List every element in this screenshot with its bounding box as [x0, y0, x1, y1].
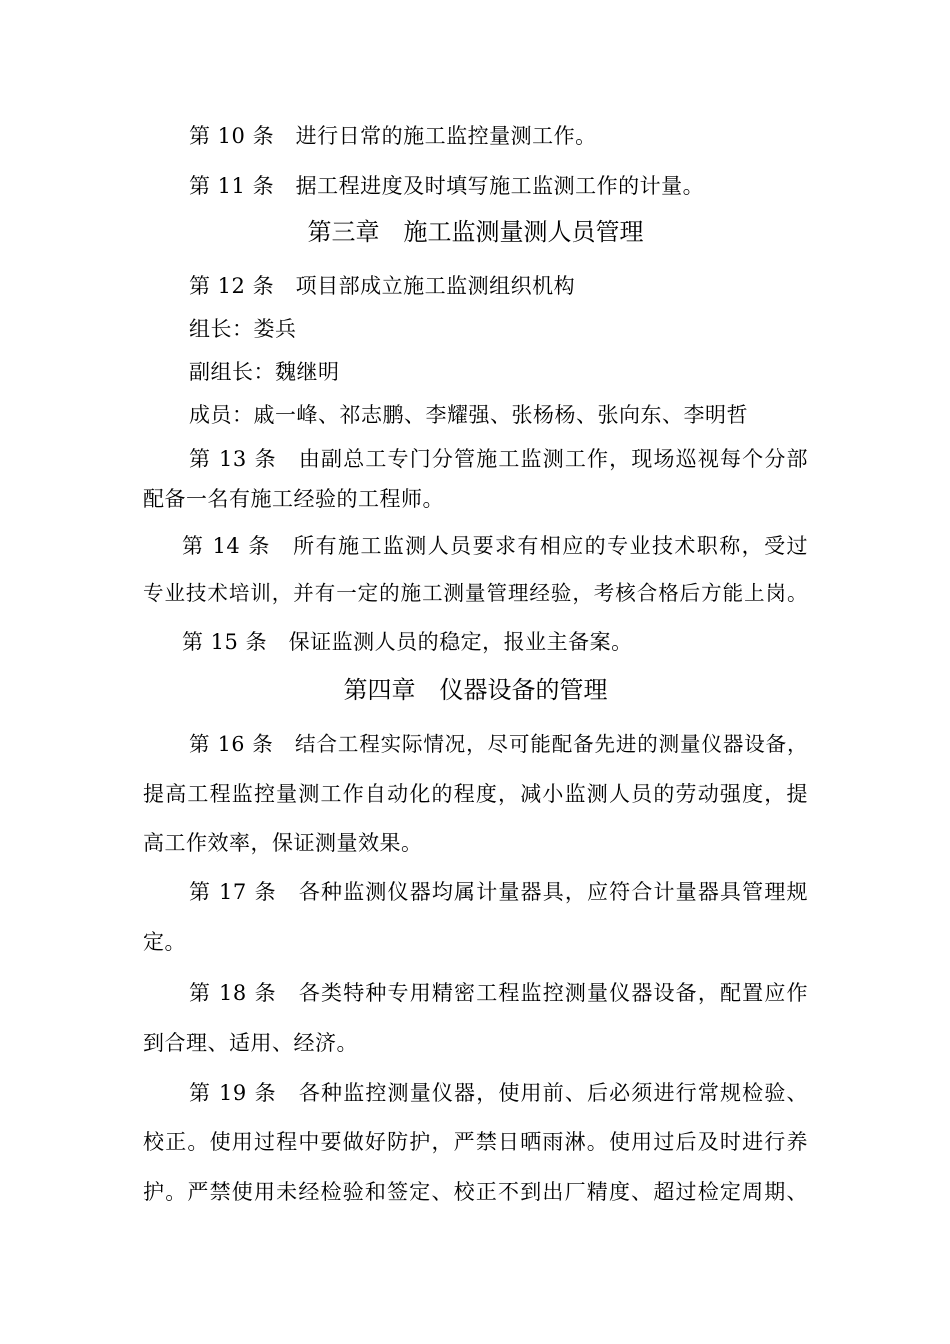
article-14-line-2: 专业技术培训，并有一定的施工测量管理经验，考核合格后方能上岗。	[143, 581, 808, 605]
article-13-line-1: 第 13 条 由副总工专门分管施工监测工作，现场巡视每个分部	[189, 447, 808, 471]
members-line: 成员：戚一峰、祁志鹏、李耀强、张杨杨、张向东、李明哲	[189, 403, 748, 427]
article-18-line-1: 第 18 条 各类特种专用精密工程监控测量仪器设备，配置应作	[189, 981, 808, 1005]
article-17-line-1: 第 17 条 各种监测仪器均属计量器具，应符合计量器具管理规	[189, 880, 808, 904]
article-19-line-3: 护。严禁使用未经检验和签定、校正不到出厂精度、超过检定周期、	[143, 1180, 808, 1204]
article-15-line: 第 15 条 保证监测人员的稳定，报业主备案。	[182, 630, 633, 654]
article-10-line: 第 10 条 进行日常的施工监控量测工作。	[189, 124, 597, 148]
chapter-3-heading: 第三章 施工监测量测人员管理	[307, 218, 644, 246]
article-16-line-3: 高工作效率，保证测量效果。	[143, 831, 423, 855]
article-19-line-2: 校正。使用过程中要做好防护，严禁日晒雨淋。使用过后及时进行养	[143, 1130, 808, 1154]
deputy-leader-line: 副组长：魏继明	[189, 360, 340, 384]
article-14-line-1: 第 14 条 所有施工监测人员要求有相应的专业技术职称，受过	[182, 534, 808, 558]
article-11-line: 第 11 条 据工程进度及时填写施工监测工作的计量。	[189, 174, 705, 198]
article-19-line-1: 第 19 条 各种监控测量仪器，使用前、后必须进行常规检验、	[189, 1081, 808, 1105]
article-18-line-2: 到合理、适用、经济。	[143, 1031, 358, 1055]
team-leader-line: 组长：娄兵	[189, 317, 297, 341]
article-16-line-1: 第 16 条 结合工程实际情况，尽可能配备先进的测量仪器设备，	[189, 732, 808, 756]
chapter-4-heading: 第四章 仪器设备的管理	[343, 676, 608, 704]
article-17-line-2: 定。	[143, 930, 186, 954]
article-12-line: 第 12 条 项目部成立施工监测组织机构	[189, 274, 576, 298]
article-13-line-2: 配备一名有施工经验的工程师。	[143, 487, 444, 511]
article-16-line-2: 提高工程监控量测工作自动化的程度，减小监测人员的劳动强度，提	[143, 782, 808, 806]
